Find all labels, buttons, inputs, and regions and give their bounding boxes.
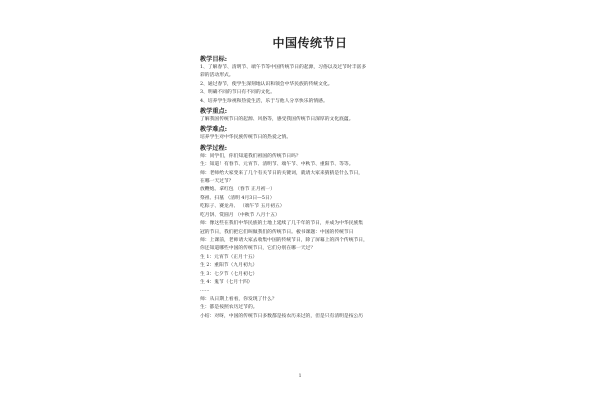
process-line: …… [200,288,210,294]
heading-teaching-process: 教学过程: [200,144,228,152]
page-number: 1 [298,374,302,379]
process-line: 放鞭炮、拿红包 （春节 正月初一） [200,187,276,193]
process-line: 生：知道！有春节、元宵节、清明节、端午节、中秋节、重阳节、等等。 [200,162,354,168]
heading-difficulties: 教学难点: [200,126,228,134]
process-line: 生 3：七夕节（七月初七） [200,271,258,277]
goals-line: 1、了解春节、清明节、端午节等中国传统节日的起源，习俗以及过节时丰富多 [200,65,367,70]
process-line: 师：像这些在我们中华民族的土地上延续了几千年的节日，并成为中华民族集 [200,221,364,227]
process-line: 师：上课前，老师请大家去收集中国的传统节日，除了屏幕上的四个传统节日， [200,237,368,243]
process-line: 生 2：重阳节（九月初九） [200,263,258,269]
process-line: 吃月饼、赏圆月 （中秋节 八月十五） [200,212,280,218]
process-line: 在哪一天过节？ [200,179,234,185]
process-line: 生 1：元宵节（正月十五） [200,254,258,260]
process-line: 生：都是按照农历过节的。 [200,305,258,311]
goals-line: 彩的活动形式。 [200,73,234,79]
process-line: 师：从日期上看看，你发现了什么？ [200,296,277,302]
document-content [200,36,420,321]
process-line: 生 4：鬼节（七月十四） [200,279,253,285]
process-line: 小结：对呀，中国的传统节日多数都是按农历来过的，但是只有清明是按公历 [200,313,364,319]
heading-teaching-goals: 教学目标: [200,56,228,63]
heading-key-points: 教学重点: [200,108,228,116]
process-line: 师：老师给大家变来了几个有关节日的关键词，就请大家来猜猜是什么节日， [200,170,364,176]
difficulties-line: 培养学生对中华民族传统节日的热爱之情。 [200,135,292,141]
document-title: 中国传统节日 [272,36,348,50]
process-line: 祭祖、扫墓 （清明 4月3日—5日） [200,195,275,201]
process-line: 冠的节日，我们把它们叫做我们的传统节日。板书课题：中国的传统节日 [200,229,354,235]
goals-line: 4、培养学生珍视和热爱生活，乐于与他人分享快乐的情感。 [200,98,328,104]
goals-line: 3、明确不同的节日有不同的文化。 [200,90,276,96]
process-line: 你还知道哪些中国的传统节日，它们分别在哪一天过？ [200,246,316,252]
goals-line: 2、通过春节，使学生深刻地认识和领会中华民族的传统文化。 [200,81,333,87]
process-line: 吃粽子、赛龙舟、 （端午节 五月初五） [200,204,285,210]
process-line: 师：同学们，你们知道我们祖国的传统节日吗？ [200,153,301,159]
key-points-line: 了解我国传统节日的起源、风俗等，感受我国传统节日深厚的文化底蕴。 [200,117,354,123]
